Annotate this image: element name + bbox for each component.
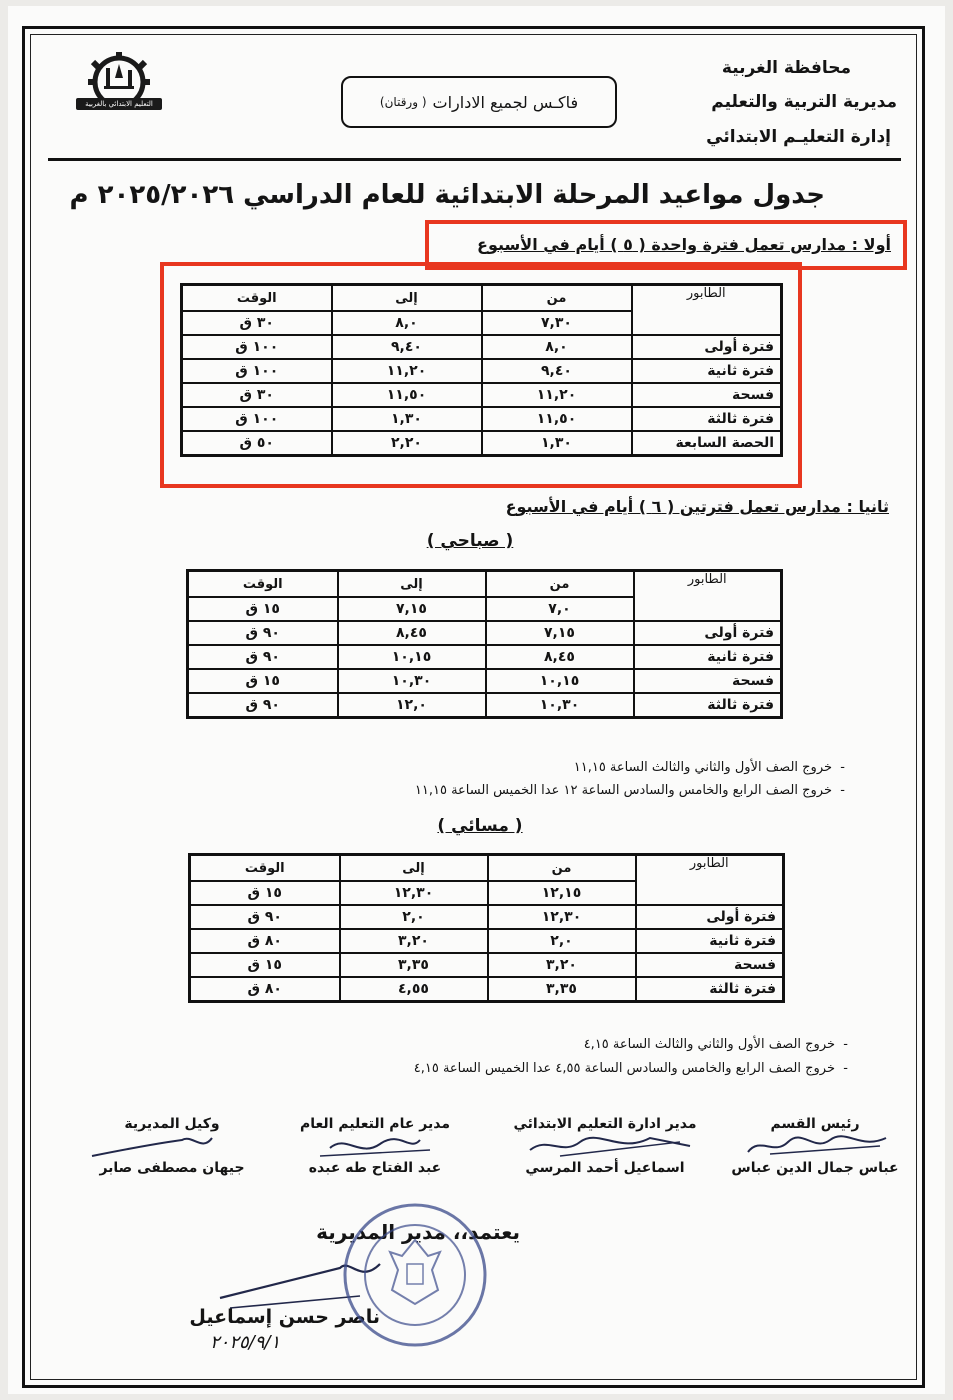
cell-time: ٩٠ ق bbox=[188, 645, 338, 669]
cell-to: ٣,٢٠ bbox=[340, 929, 488, 953]
cell-label: فسحة bbox=[636, 953, 784, 977]
cell-label: فترة ثانية bbox=[632, 359, 782, 383]
header-administration: إدارة التعليـم الابتدائي bbox=[706, 127, 891, 147]
cell-to: ١٠,١٥ bbox=[338, 645, 486, 669]
header-divider bbox=[48, 158, 901, 161]
cell-from: ١٢,١٥ bbox=[488, 881, 636, 905]
cell-label: فترة ثالثة bbox=[634, 693, 782, 718]
header-to: إلى bbox=[332, 285, 482, 312]
cell-label: فترة ثانية bbox=[634, 645, 782, 669]
cell-to: ١٢,٣٠ bbox=[340, 881, 488, 905]
table-row bbox=[188, 669, 782, 693]
note-text: خروج الصف الرابع والخامس والسادس الساعة ١٢ عدا الخميس الساعة ١١,١٥ bbox=[414, 783, 833, 798]
cell-from: ٧,٣٠ bbox=[482, 311, 632, 335]
cell-from: ١٢,٣٠ bbox=[488, 905, 636, 929]
table-row bbox=[188, 693, 782, 718]
cell-time: ٨٠ ق bbox=[190, 929, 340, 953]
table-row bbox=[182, 407, 782, 431]
cell-label: فترة أولى bbox=[632, 335, 782, 359]
table-row bbox=[190, 977, 784, 1002]
cell-from: ٩,٤٠ bbox=[482, 359, 632, 383]
cell-time: ١٥ ق bbox=[188, 669, 338, 693]
signature-block-general-director bbox=[290, 1116, 460, 1196]
cell-time: ٩٠ ق bbox=[190, 905, 340, 929]
cell-to: ١٠,٣٠ bbox=[338, 669, 486, 693]
cell-time: ٣٠ ق bbox=[182, 311, 332, 335]
cell-to: ٤,٥٥ bbox=[340, 977, 488, 1002]
morning-schedule-table bbox=[186, 569, 783, 719]
cell-to: ١٢,٠ bbox=[338, 693, 486, 718]
cell-to: ٩,٤٠ bbox=[332, 335, 482, 359]
fax-pages: ( ورقتان) bbox=[379, 95, 427, 109]
note-bullet: - bbox=[835, 1061, 848, 1076]
signature-name: جيهان مصطفى صابر bbox=[99, 1160, 245, 1176]
signature-name: عباس جمال الدين عباس bbox=[731, 1160, 899, 1176]
section1-schedule-table bbox=[180, 283, 783, 457]
fax-label: فاكـس لجميع الادارات bbox=[432, 92, 579, 112]
logo-caption: التعليم الابتدائي بالغربية bbox=[85, 100, 153, 108]
cell-time: ١٥ ق bbox=[190, 881, 340, 905]
cell-time: ١٠٠ ق bbox=[182, 335, 332, 359]
cell-to: ٨,٤٥ bbox=[338, 621, 486, 645]
signature-block-deputy bbox=[82, 1116, 262, 1196]
cell-to: ١,٣٠ bbox=[332, 407, 482, 431]
cell-time: ٥٠ ق bbox=[182, 431, 332, 456]
morning-note-1 bbox=[445, 760, 845, 775]
note-text: خروج الصف الرابع والخامس والسادس الساعة ٤,٥٥ عدا الخميس الساعة ٤,١٥ bbox=[413, 1061, 836, 1076]
table-row bbox=[188, 645, 782, 669]
eagle-seal-icon bbox=[340, 1200, 490, 1350]
cell-to: ١١,٥٠ bbox=[332, 383, 482, 407]
morning-heading: ( صباحي ) bbox=[426, 531, 514, 551]
header-directorate: مديرية التربية والتعليم bbox=[711, 92, 897, 112]
cell-from: ١١,٥٠ bbox=[482, 407, 632, 431]
gear-logo-icon bbox=[68, 48, 170, 124]
table-row bbox=[182, 431, 782, 456]
cell-label: فسحة bbox=[632, 383, 782, 407]
header-time: الوقت bbox=[182, 285, 332, 312]
cell-from: ٨,٠ bbox=[482, 335, 632, 359]
cell-time: ٣٠ ق bbox=[182, 383, 332, 407]
approval-name: ناصر حسن إسماعيل bbox=[189, 1306, 380, 1328]
table-row bbox=[190, 905, 784, 929]
table-header-row bbox=[188, 571, 782, 598]
fax-box bbox=[341, 76, 617, 128]
document-title: جدول مواعيد المرحلة الابتدائية للعام الدراسي ٢٠٢٥/٢٠٢٦ م bbox=[69, 180, 825, 210]
handwritten-signature-icon bbox=[82, 1132, 262, 1160]
header-governorate: محافظة الغربية bbox=[721, 58, 851, 78]
cell-from: ٨,٤٥ bbox=[486, 645, 634, 669]
signature-block-primary-director bbox=[500, 1116, 710, 1196]
cell-label: فترة أولى bbox=[636, 905, 784, 929]
signature-title: مدير عام التعليم العام bbox=[300, 1116, 450, 1132]
cell-from: ٣,٣٥ bbox=[488, 977, 636, 1002]
morning-note-2 bbox=[325, 783, 845, 798]
table-row bbox=[182, 359, 782, 383]
table-row bbox=[190, 929, 784, 953]
cell-from: ٢,٠ bbox=[488, 929, 636, 953]
note-bullet: - bbox=[832, 760, 845, 775]
table-header-row bbox=[182, 285, 782, 312]
cell-label: الحصة السابعة bbox=[632, 431, 782, 456]
directorate-logo bbox=[68, 48, 170, 124]
signature-name: اسماعيل أحمد المرسي bbox=[525, 1160, 685, 1176]
cell-from: ١,٣٠ bbox=[482, 431, 632, 456]
table-row bbox=[188, 621, 782, 645]
table-row bbox=[182, 335, 782, 359]
handwritten-signature-icon bbox=[730, 1132, 900, 1160]
signature-title: رئيس القسم bbox=[770, 1116, 860, 1132]
table-header-row bbox=[190, 855, 784, 882]
cell-label: فترة ثالثة bbox=[636, 977, 784, 1002]
header-to: إلى bbox=[340, 855, 488, 882]
note-bullet: - bbox=[832, 783, 845, 798]
cell-time: ١٠٠ ق bbox=[182, 359, 332, 383]
cell-time: ١٥ ق bbox=[190, 953, 340, 977]
header-to: إلى bbox=[338, 571, 486, 598]
cell-label: فسحة bbox=[634, 669, 782, 693]
table-row bbox=[182, 383, 782, 407]
evening-note-2 bbox=[328, 1061, 848, 1076]
evening-heading: ( مسائي ) bbox=[437, 816, 523, 836]
cell-to: ٧,١٥ bbox=[338, 597, 486, 621]
signature-title: مدير ادارة التعليم الابتدائي bbox=[513, 1116, 697, 1132]
section1-title: أولا : مدارس تعمل فترة واحدة ( ٥ ) أيام في الأسبوع bbox=[477, 235, 891, 254]
section2-title: ثانيا : مدارس تعمل فترتين ( ٦ ) أيام في الأسبوع bbox=[505, 497, 889, 516]
signature-title: وكيل المديرية bbox=[124, 1116, 220, 1132]
cell-to: ١١,٢٠ bbox=[332, 359, 482, 383]
header-from: من bbox=[488, 855, 636, 882]
header-time: الوقت bbox=[190, 855, 340, 882]
cell-from: ١٠,٣٠ bbox=[486, 693, 634, 718]
cell-to: ٨,٠ bbox=[332, 311, 482, 335]
header-time: الوقت bbox=[188, 571, 338, 598]
handwritten-signature-icon bbox=[290, 1132, 460, 1160]
cell-to: ٢,٢٠ bbox=[332, 431, 482, 456]
evening-note-1 bbox=[448, 1037, 848, 1052]
signature-block-section-head bbox=[730, 1116, 900, 1196]
cell-time: ١٠٠ ق bbox=[182, 407, 332, 431]
official-seal bbox=[340, 1200, 490, 1350]
header-assembly: الطابور bbox=[634, 571, 782, 622]
cell-label: فترة ثالثة bbox=[632, 407, 782, 431]
cell-to: ٣,٣٥ bbox=[340, 953, 488, 977]
table-row bbox=[190, 953, 784, 977]
note-bullet: - bbox=[835, 1037, 848, 1052]
header-assembly: الطابور bbox=[632, 285, 782, 336]
header-from: من bbox=[482, 285, 632, 312]
signature-name: عبد الفتاح طه عبده bbox=[308, 1160, 442, 1176]
handwritten-signature-icon bbox=[500, 1132, 710, 1160]
header-from: من bbox=[486, 571, 634, 598]
cell-time: ٩٠ ق bbox=[188, 693, 338, 718]
note-text: خروج الصف الأول والثاني والثالث الساعة ١١,١٥ bbox=[573, 760, 833, 775]
note-text: خروج الصف الأول والثاني والثالث الساعة ٤,١٥ bbox=[583, 1037, 836, 1052]
cell-from: ١١,٢٠ bbox=[482, 383, 632, 407]
cell-from: ٧,٠ bbox=[486, 597, 634, 621]
cell-time: ٩٠ ق bbox=[188, 621, 338, 645]
cell-time: ٨٠ ق bbox=[190, 977, 340, 1002]
cell-time: ١٥ ق bbox=[188, 597, 338, 621]
approval-title: يعتمد،، مدير المديرية bbox=[316, 1220, 520, 1244]
cell-from: ١٠,١٥ bbox=[486, 669, 634, 693]
cell-label: فترة ثانية bbox=[636, 929, 784, 953]
approval-date: ٢٠٢٥/٩/١ bbox=[210, 1332, 281, 1353]
cell-from: ٧,١٥ bbox=[486, 621, 634, 645]
evening-schedule-table bbox=[188, 853, 785, 1003]
header-assembly: الطابور bbox=[636, 855, 784, 906]
cell-from: ٣,٢٠ bbox=[488, 953, 636, 977]
cell-to: ٢,٠ bbox=[340, 905, 488, 929]
cell-label: فترة أولى bbox=[634, 621, 782, 645]
